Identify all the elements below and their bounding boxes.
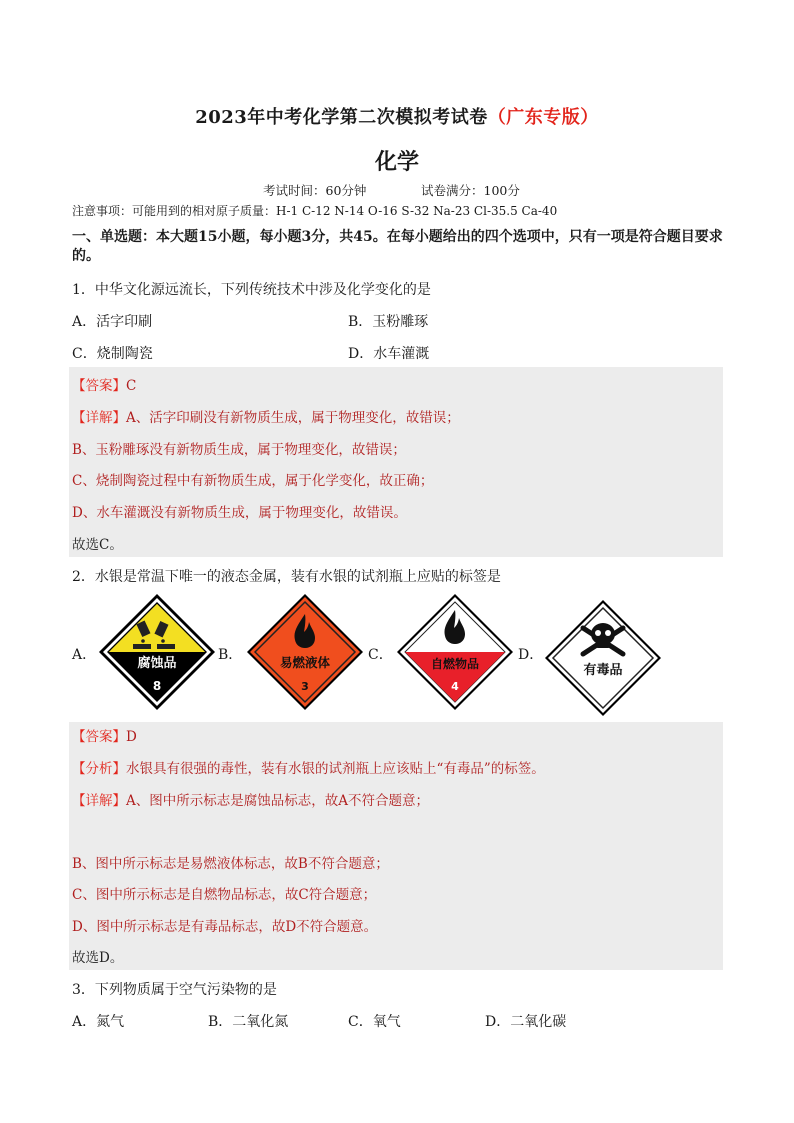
spontaneous-combustion-sign bbox=[395, 592, 515, 712]
q2-conclusion: 故选D。 bbox=[72, 950, 124, 966]
subject-title: 化学 bbox=[374, 149, 419, 175]
q2-detail-c: C、图中所示标志是自燃物品标志，故C符合题意； bbox=[72, 887, 377, 903]
q2-option-b: B． bbox=[218, 647, 243, 663]
q1-detail-a bbox=[72, 406, 460, 426]
answer-value: C bbox=[126, 378, 137, 394]
q2-analysis bbox=[72, 757, 545, 777]
q2-option-c: C． bbox=[368, 647, 393, 663]
q2-option-d: D． bbox=[518, 647, 544, 663]
analysis-tag: 【分析】 bbox=[72, 761, 126, 777]
q3-option-c: C．氧气 bbox=[348, 1014, 401, 1030]
q2-option-a: A． bbox=[72, 647, 97, 663]
analysis-text: 水银具有很强的毒性，装有水银的试剂瓶上应该贴上“有毒品”的标签。 bbox=[126, 761, 545, 777]
q1-detail-c: C、烧制陶瓷过程中有新物质生成，属于化学变化，故正确； bbox=[72, 473, 434, 489]
q2-detail-b: B、图中所示标志是易燃液体标志，故B不符合题意； bbox=[72, 856, 389, 872]
answer-tag: 【答案】 bbox=[72, 729, 126, 745]
exam-time: 考试时间：60分钟 bbox=[263, 183, 367, 198]
q2-answer bbox=[72, 725, 137, 745]
toxic-label: 有毒品 bbox=[583, 663, 623, 678]
spontaneous-combustion-number: 4 bbox=[451, 680, 459, 693]
flammable-liquid-label: 易燃液体 bbox=[279, 655, 331, 670]
detail-tag: 【详解】 bbox=[72, 793, 126, 809]
notice-line: 注意事项：可能用到的相对原子质量：H-1 C-12 N-14 O-16 S-32 Na-23 Cl-35.5 Ca-40 bbox=[72, 204, 558, 218]
toxic-sign bbox=[543, 598, 663, 718]
q2-stem: 2．水银是常温下唯一的液态金属，装有水银的试剂瓶上应贴的标签是 bbox=[72, 569, 501, 585]
answer-tag: 【答案】 bbox=[72, 378, 126, 394]
q1-answer-block bbox=[69, 367, 723, 557]
exam-title bbox=[0, 103, 794, 129]
detail-text: A、活字印刷没有新物质生成，属于物理变化，故错误； bbox=[126, 410, 460, 426]
corrosive-label: 腐蚀品 bbox=[137, 656, 177, 671]
section-heading: 一、单选题：本大题15小题，每小题3分，共45。在每小题给出的四个选项中，只有一项是符合题目要求的。 bbox=[72, 229, 723, 264]
q3-option-a: A．氮气 bbox=[72, 1014, 125, 1030]
q3-option-d: D．二氧化碳 bbox=[485, 1014, 567, 1030]
q1-option-d: D．水车灌溉 bbox=[348, 346, 430, 362]
flammable-liquid-sign bbox=[245, 592, 365, 712]
corrosive-number: 8 bbox=[152, 679, 162, 693]
exam-score: 试卷满分：100分 bbox=[421, 183, 520, 198]
corrosive-sign bbox=[97, 592, 217, 712]
q1-option-b: B．玉粉雕琢 bbox=[348, 314, 429, 330]
q1-detail-d: D、水车灌溉没有新物质生成，属于物理变化，故错误。 bbox=[72, 505, 407, 521]
answer-value: D bbox=[126, 729, 137, 745]
q1-option-c: C．烧制陶瓷 bbox=[72, 346, 153, 362]
q3-stem: 3．下列物质属于空气污染物的是 bbox=[72, 982, 277, 998]
q1-detail-b: B、玉粉雕琢没有新物质生成，属于物理变化，故错误； bbox=[72, 442, 406, 458]
detail-tag: 【详解】 bbox=[72, 410, 126, 426]
q3-option-b: B．二氧化氮 bbox=[208, 1014, 289, 1030]
q1-answer bbox=[72, 374, 136, 394]
spontaneous-combustion-label: 自燃物品 bbox=[430, 657, 480, 671]
q2-detail-a bbox=[72, 789, 429, 809]
q1-option-a: A．活字印刷 bbox=[72, 314, 153, 330]
q1-stem: 1．中华文化源远流长，下列传统技术中涉及化学变化的是 bbox=[72, 282, 431, 298]
flammable-liquid-number: 3 bbox=[301, 680, 309, 693]
q1-conclusion: 故选C。 bbox=[72, 537, 123, 553]
exam-title-text: 2023年中考化学第二次模拟考试卷 bbox=[195, 107, 488, 128]
q2-detail-d: D、图中所示标志是有毒品标志，故D不符合题意。 bbox=[72, 919, 378, 935]
exam-title-region: （广东专版） bbox=[487, 107, 599, 128]
detail-text: A、图中所示标志是腐蚀品标志，故A不符合题意； bbox=[126, 793, 429, 809]
